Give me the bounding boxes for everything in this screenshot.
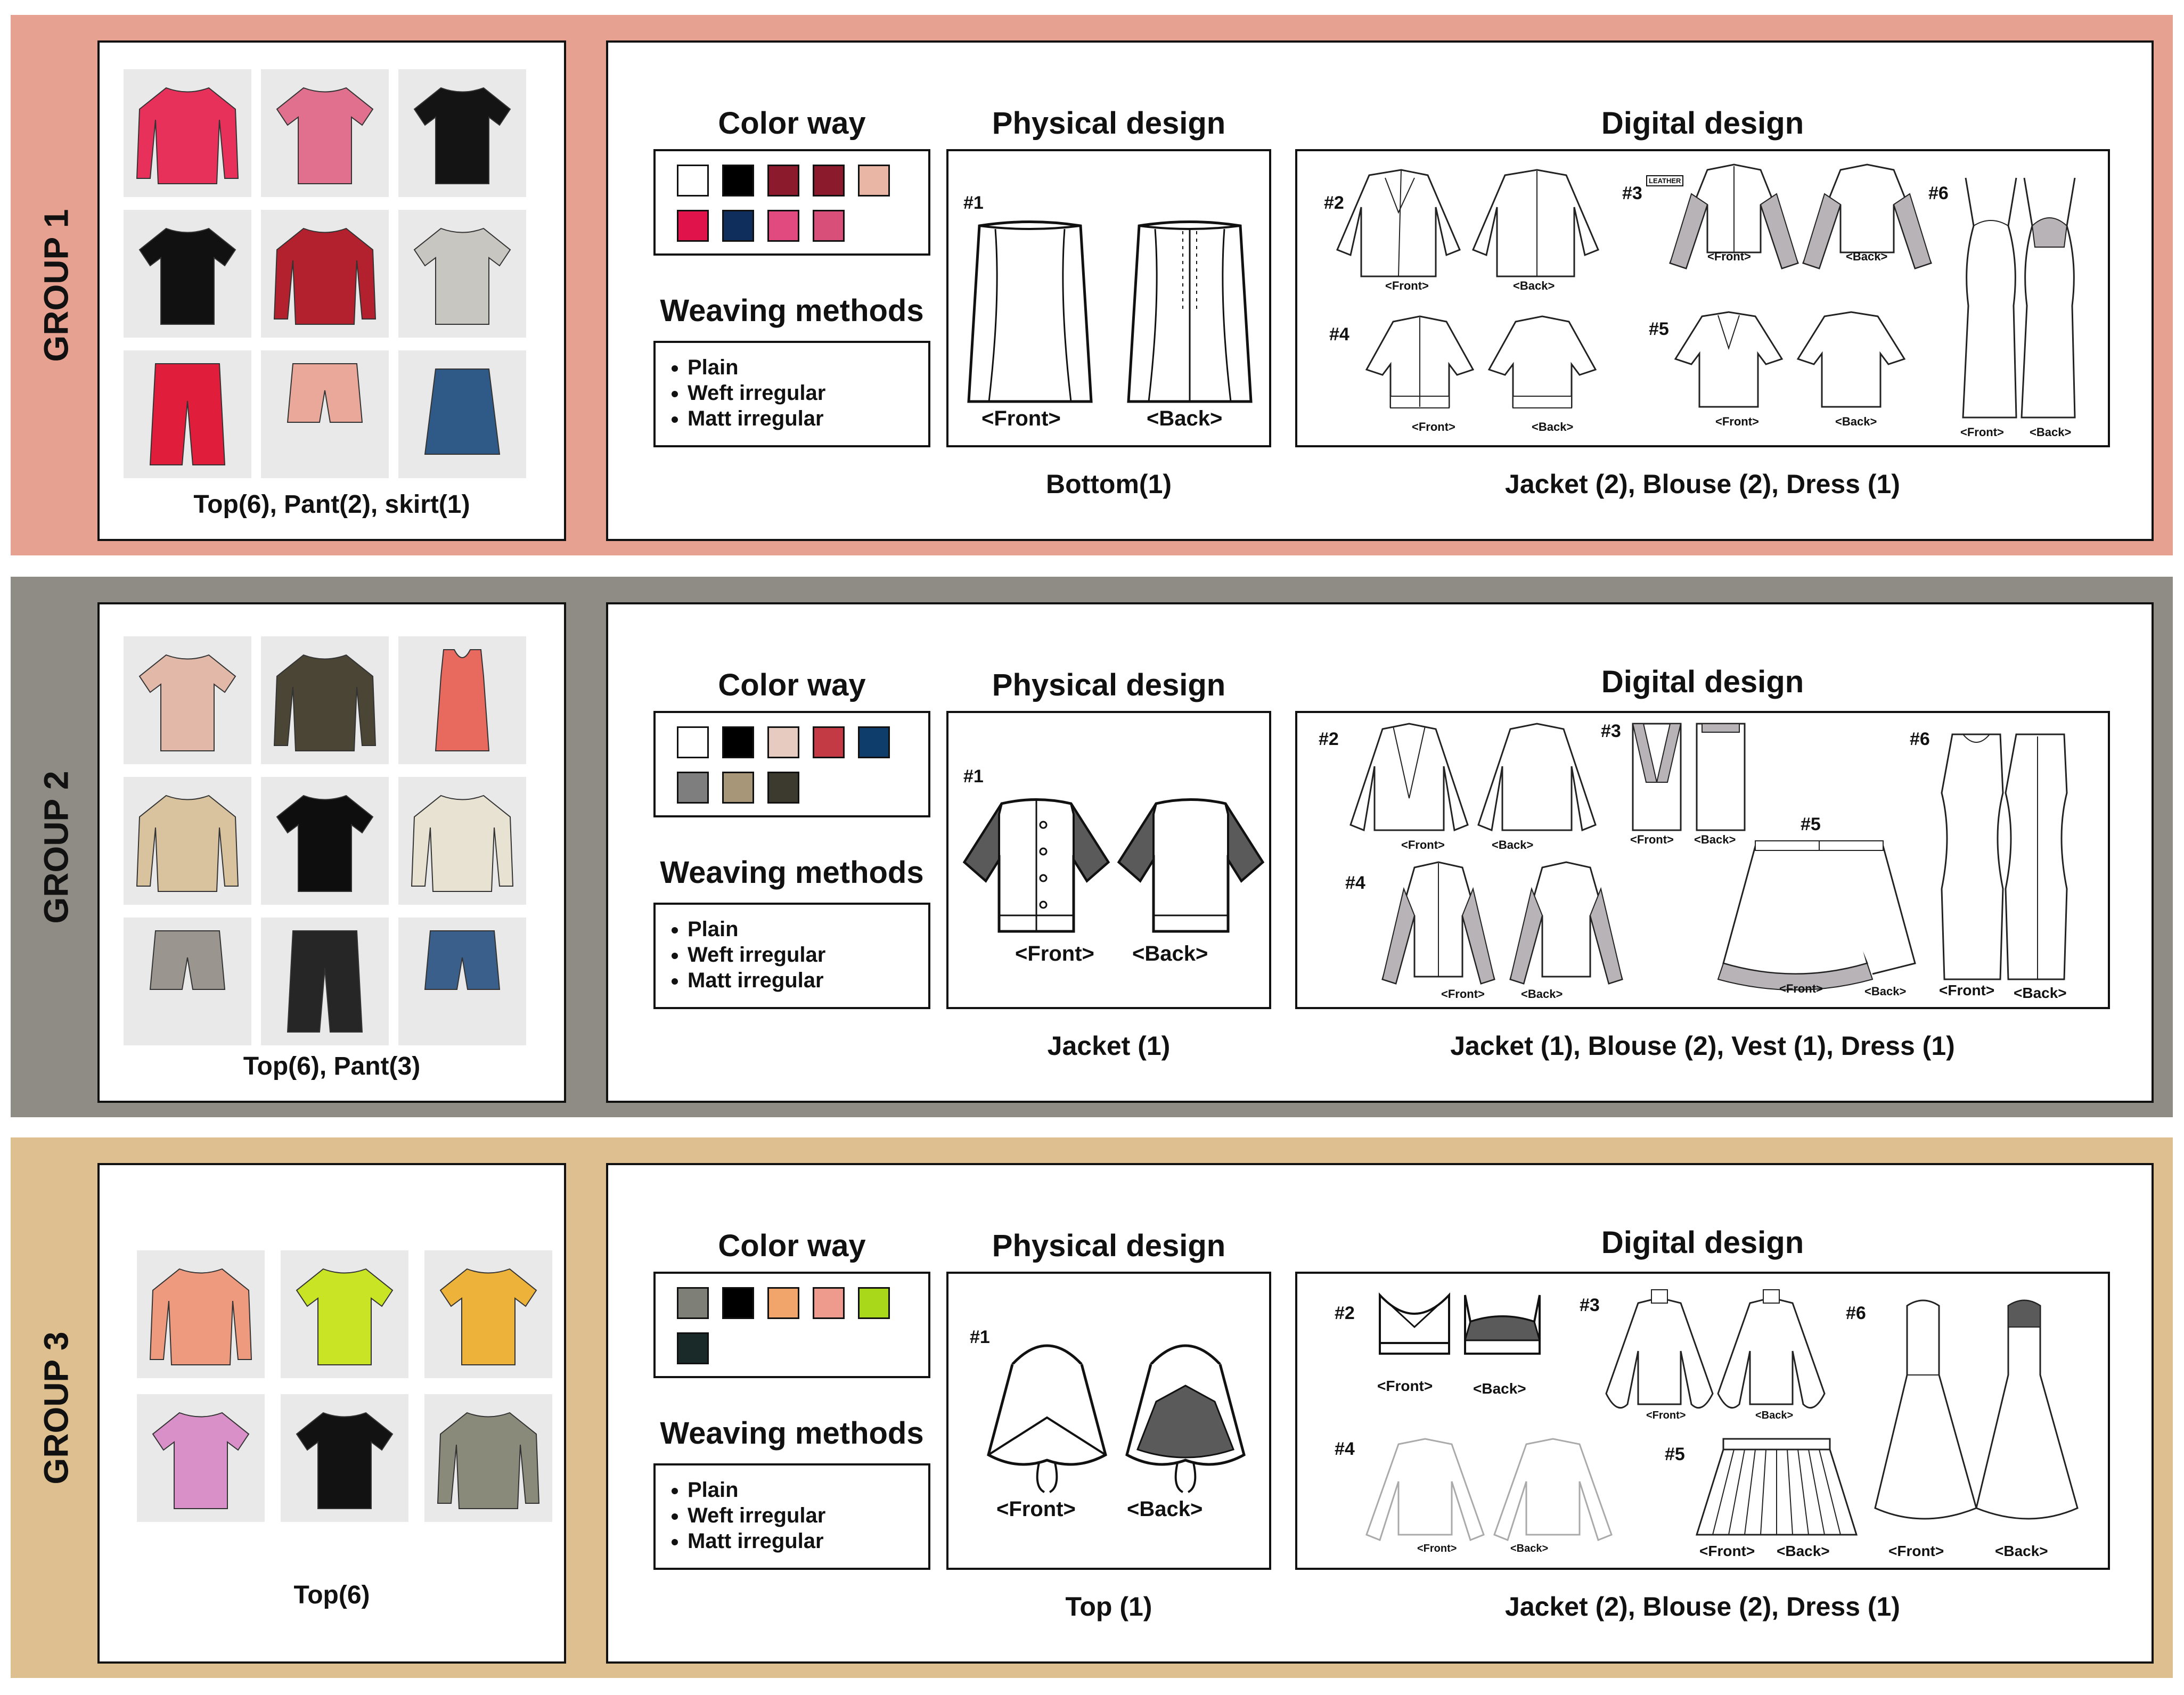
front-label: <Front> — [1699, 1543, 1755, 1559]
garment-photo — [137, 1394, 265, 1522]
design-number: #2 — [1324, 193, 1344, 213]
weaving-item: • Matt irregular — [688, 968, 928, 993]
color-swatch — [767, 726, 799, 758]
weaving-item: • Weft irregular — [688, 942, 928, 968]
front-label: <Front> — [1385, 279, 1429, 292]
back-label: <Back> — [1835, 415, 1877, 428]
group-2-photo-panel — [97, 602, 566, 1103]
back-label: <Back> — [1513, 279, 1555, 292]
garment-photo — [281, 1394, 408, 1522]
physical-design-heading: Physical design — [992, 668, 1226, 702]
front-label: <Front> — [1960, 425, 2004, 439]
physical-design-box — [946, 1272, 1271, 1570]
weaving-item: • Plain — [688, 916, 928, 942]
physical-design-box — [946, 149, 1271, 447]
design-number: #1 — [970, 1327, 990, 1347]
weaving-methods-heading: Weaving methods — [660, 855, 924, 890]
skirt-sketch — [1713, 841, 1926, 1001]
garment-photo — [261, 69, 389, 197]
color-swatch — [767, 165, 799, 196]
back-label: <Back> — [1846, 250, 1888, 263]
weaving-item: • Weft irregular — [688, 1503, 928, 1528]
digital-design-box — [1295, 149, 2110, 447]
color-swatch — [813, 726, 845, 758]
blouse-sketch — [1585, 1287, 1851, 1426]
garment-photo — [398, 636, 526, 764]
design-number: #4 — [1329, 324, 1349, 345]
color-swatch — [722, 726, 754, 758]
back-label: <Back> — [1755, 1410, 1794, 1421]
color-swatch — [677, 1332, 709, 1364]
jacket-back-sketch — [1114, 793, 1268, 942]
group-2-band — [11, 577, 2173, 1117]
bra-top-sketch — [1369, 1290, 1550, 1375]
design-number: #6 — [1910, 729, 1930, 749]
back-label: <Back> — [1473, 1380, 1526, 1397]
weaving-methods-heading: Weaving methods — [660, 1416, 924, 1451]
color-swatch — [813, 210, 845, 242]
design-number: #5 — [1665, 1444, 1685, 1464]
design-number: #1 — [963, 193, 984, 213]
back-label: <Back> — [1510, 1543, 1549, 1554]
garment-photo — [124, 777, 251, 905]
color-swatch — [677, 726, 709, 758]
weaving-item: • Matt irregular — [688, 406, 928, 431]
design-number: #1 — [963, 766, 984, 787]
back-label: <Back> — [2014, 985, 2067, 1001]
group-1-band — [11, 15, 2173, 555]
garment-photo — [261, 777, 389, 905]
blouse-sketch — [1356, 311, 1617, 423]
digital-design-caption: Jacket (2), Blouse (2), Dress (1) — [1505, 1592, 1900, 1622]
garment-photo — [261, 918, 389, 1045]
back-label: <Back> — [2030, 425, 2072, 439]
garment-photo — [261, 210, 389, 338]
color-swatch — [767, 210, 799, 242]
garment-photo — [137, 1250, 265, 1378]
physical-design-heading: Physical design — [992, 1229, 1226, 1263]
garment-photo — [398, 777, 526, 905]
color-swatch — [677, 1287, 709, 1319]
front-label: <Front> — [1779, 982, 1823, 995]
design-number: #3 — [1601, 721, 1621, 741]
digital-design-heading: Digital design — [1601, 665, 1804, 699]
leather-label: LEATHER — [1646, 175, 1683, 186]
back-label: <Back> — [1532, 420, 1574, 433]
back-label: <Back> — [1521, 987, 1563, 1001]
weaving-item: • Plain — [688, 1477, 928, 1503]
weaving-list — [656, 343, 928, 431]
group-1-photo-grid — [124, 69, 526, 478]
blouse-sketch — [1372, 857, 1638, 990]
blouse-sketch — [1351, 1434, 1627, 1556]
group-1-photo-caption: Top(6), Pant(2), skirt(1) — [193, 490, 470, 519]
digital-design-caption: Jacket (2), Blouse (2), Dress (1) — [1505, 469, 1900, 499]
group-2-design-panel — [606, 602, 2154, 1103]
front-label: <Front> — [1630, 833, 1674, 846]
garment-photo — [124, 350, 251, 478]
garment-photo — [398, 69, 526, 197]
physical-design-caption: Bottom(1) — [1045, 469, 1172, 499]
front-label: <Front> — [1441, 987, 1485, 1001]
color-swatch — [858, 165, 890, 196]
color-swatch — [858, 1287, 890, 1319]
design-number: #6 — [1846, 1303, 1866, 1323]
design-number: #4 — [1345, 873, 1365, 893]
color-swatch — [722, 772, 754, 804]
front-label: <Front> — [1707, 250, 1751, 263]
design-number: #6 — [1928, 183, 1949, 203]
color-way-heading: Color way — [718, 668, 866, 702]
blouse-sketch — [1670, 306, 1920, 417]
back-label: <Back> — [1127, 1497, 1203, 1521]
digital-design-box — [1295, 1272, 2110, 1570]
design-number: #5 — [1649, 319, 1669, 339]
front-label: <Front> — [1646, 1410, 1686, 1421]
group-3-design-panel — [606, 1163, 2154, 1664]
garment-photo — [398, 350, 526, 478]
color-way-box — [653, 1272, 930, 1378]
front-label: <Front> — [1939, 982, 1995, 998]
garment-photo — [261, 350, 389, 478]
garment-photo — [261, 636, 389, 764]
garment-photo — [281, 1250, 408, 1378]
jacket-front-sketch — [959, 793, 1114, 942]
physical-design-caption: Top (1) — [1065, 1592, 1152, 1622]
front-label: <Front> — [1401, 838, 1445, 851]
design-number: #2 — [1335, 1303, 1355, 1323]
front-label: <Front> — [1015, 942, 1094, 965]
skirt-front-sketch — [963, 220, 1097, 417]
design-number: #3 — [1622, 183, 1642, 203]
back-label: <Back> — [1132, 942, 1208, 965]
color-swatch — [722, 165, 754, 196]
blouse-sketch — [1638, 162, 1958, 284]
group-1-label: GROUP 1 — [37, 209, 75, 362]
weaving-list — [656, 1465, 928, 1554]
design-number: #4 — [1335, 1439, 1355, 1459]
garment-photo — [398, 918, 526, 1045]
digital-design-heading: Digital design — [1601, 1225, 1804, 1260]
color-swatch — [677, 165, 709, 196]
garment-photo — [124, 636, 251, 764]
physical-design-heading: Physical design — [992, 106, 1226, 141]
color-way-box — [653, 711, 930, 817]
weaving-item: • Matt irregular — [688, 1528, 928, 1554]
group-1-photo-panel — [97, 40, 566, 541]
group-3-band — [11, 1137, 2173, 1678]
front-label: <Front> — [1715, 415, 1759, 428]
group-3-photo-grid — [137, 1250, 552, 1522]
design-number: #3 — [1580, 1295, 1600, 1315]
group-2-photo-caption: Top(6), Pant(3) — [243, 1052, 421, 1080]
color-swatch — [813, 1287, 845, 1319]
color-swatch — [677, 772, 709, 804]
back-label: <Back> — [1694, 833, 1736, 846]
digital-design-caption: Jacket (1), Blouse (2), Vest (1), Dress (1) — [1450, 1031, 1955, 1061]
garment-photo — [124, 69, 251, 197]
garment-photo — [398, 210, 526, 338]
group-3-label: GROUP 3 — [37, 1331, 75, 1484]
physical-design-box — [946, 711, 1271, 1009]
front-label: <Front> — [1377, 1378, 1433, 1394]
garment-photo — [424, 1250, 552, 1378]
color-swatch — [677, 210, 709, 242]
group-2-label: GROUP 2 — [37, 771, 75, 923]
back-label: <Back> — [1864, 985, 1907, 998]
front-label: <Front> — [1417, 1543, 1457, 1554]
color-swatch — [722, 210, 754, 242]
digital-design-box — [1295, 711, 2110, 1009]
bikini-top-back-sketch — [1119, 1332, 1257, 1513]
group-1-design-panel — [606, 40, 2154, 541]
color-way-heading: Color way — [718, 1229, 866, 1263]
garment-photo — [424, 1394, 552, 1522]
weaving-methods-heading: Weaving methods — [660, 293, 924, 328]
front-label: <Front> — [996, 1497, 1076, 1521]
front-label: <Front> — [1888, 1543, 1944, 1559]
skirt-back-sketch — [1123, 220, 1256, 417]
color-swatch — [858, 726, 890, 758]
weaving-methods-box — [653, 341, 930, 447]
color-swatch — [722, 1287, 754, 1319]
jacket-sketch — [1335, 718, 1622, 841]
color-swatch — [767, 1287, 799, 1319]
back-label: <Back> — [1777, 1543, 1830, 1559]
pleated-skirt-sketch — [1681, 1434, 1872, 1551]
weaving-list — [656, 905, 928, 993]
color-swatch — [767, 772, 799, 804]
bikini-top-front-sketch — [980, 1332, 1119, 1513]
group-3-photo-caption: Top(6) — [293, 1581, 370, 1609]
weaving-methods-box — [653, 1463, 930, 1570]
back-label: <Back> — [1492, 838, 1534, 851]
group-2-photo-grid — [124, 636, 526, 1045]
garment-photo — [124, 918, 251, 1045]
front-label: <Front> — [1412, 420, 1455, 433]
digital-design-heading: Digital design — [1601, 106, 1804, 141]
design-number: #2 — [1319, 729, 1339, 749]
physical-design-caption: Jacket (1) — [1047, 1031, 1171, 1061]
dress-sketch — [1870, 1295, 2104, 1545]
front-label: <Front> — [981, 407, 1061, 430]
back-label: <Back> — [1147, 407, 1223, 430]
weaving-item: • Plain — [688, 355, 928, 380]
design-number: #5 — [1801, 814, 1821, 834]
dress-sketch — [1942, 167, 2101, 433]
group-3-photo-panel — [97, 1163, 566, 1664]
weaving-methods-box — [653, 903, 930, 1009]
weaving-item: • Weft irregular — [688, 380, 928, 406]
back-label: <Back> — [1995, 1543, 2048, 1559]
garment-photo — [124, 210, 251, 338]
dress-sketch — [1931, 729, 2091, 1001]
color-swatch — [813, 165, 845, 196]
vest-sketch — [1622, 718, 1761, 841]
color-way-heading: Color way — [718, 106, 866, 141]
color-way-box — [653, 149, 930, 256]
jacket-sketch — [1321, 165, 1625, 287]
